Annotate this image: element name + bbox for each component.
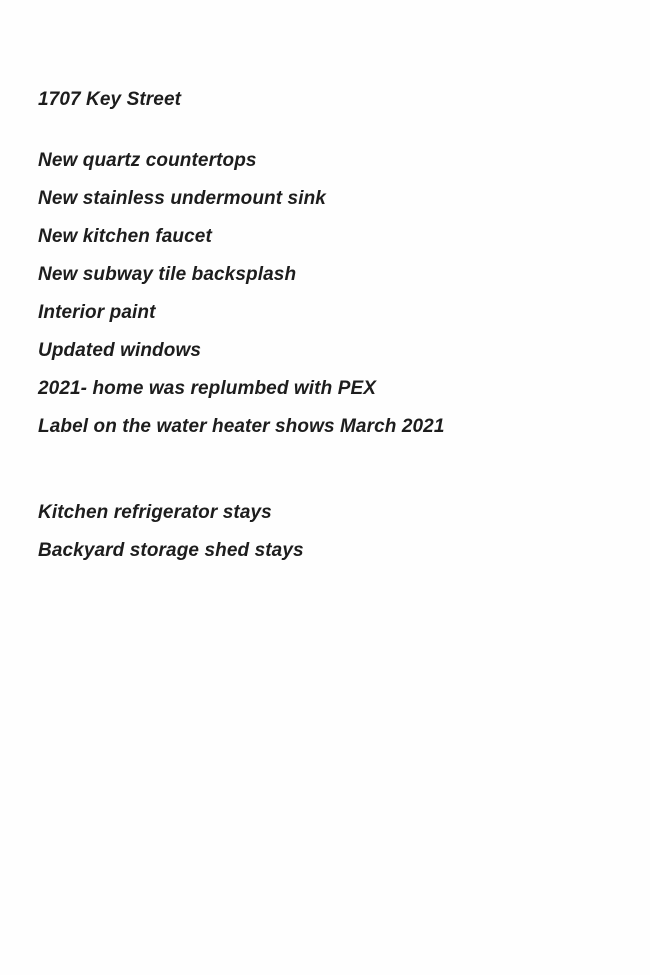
- update-item: Updated windows: [38, 340, 201, 361]
- update-item: 2021- home was replumbed with PEX: [38, 378, 377, 399]
- update-item: New subway tile backsplash: [38, 264, 297, 285]
- update-item: New quartz countertops: [38, 150, 257, 171]
- update-item: New kitchen faucet: [38, 226, 212, 247]
- inclusions-list: [38, 501, 620, 562]
- property-address-title: 1707 Key Street: [38, 89, 182, 110]
- inclusion-item: Backyard storage shed stays: [38, 540, 304, 561]
- update-item: Label on the water heater shows March 2021: [38, 416, 445, 437]
- updates-list: [38, 149, 620, 438]
- update-item: New stainless undermount sink: [38, 188, 326, 209]
- inclusion-item: Kitchen refrigerator stays: [38, 502, 272, 523]
- update-item: Interior paint: [38, 302, 156, 323]
